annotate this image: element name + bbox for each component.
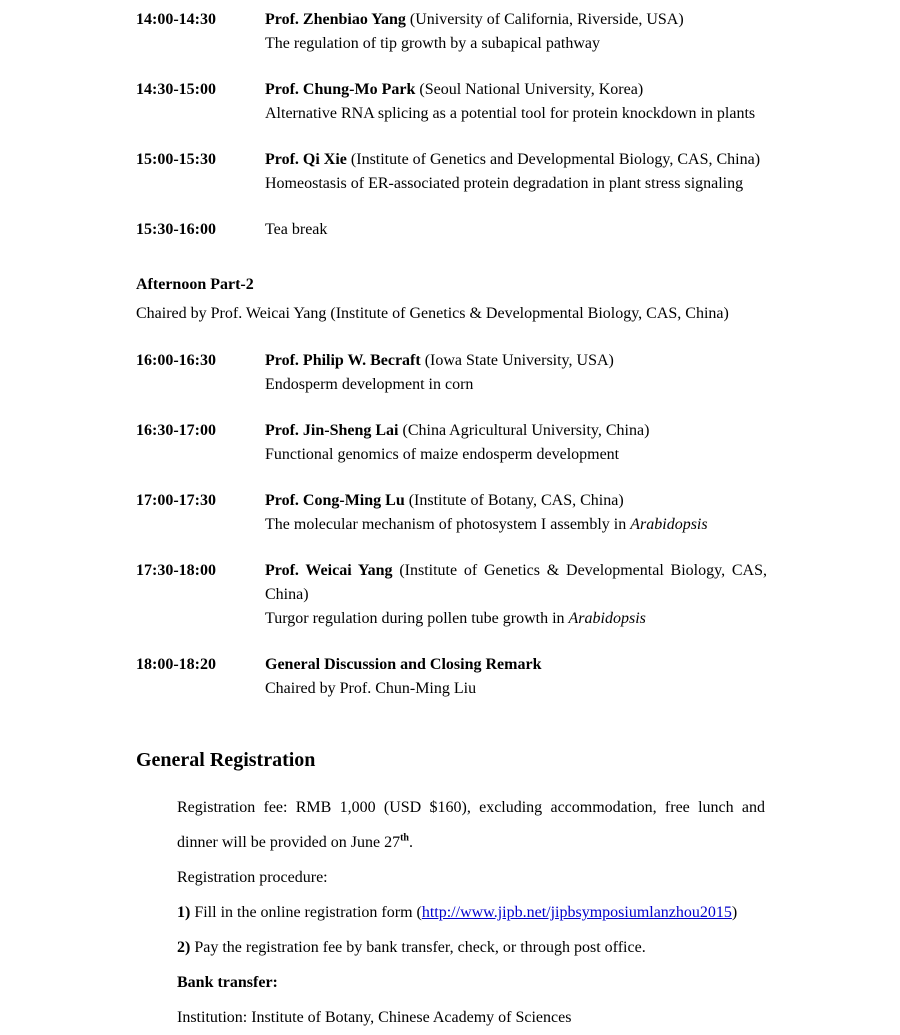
registration-body bbox=[177, 790, 765, 1035]
talk-title: Functional genomics of maize endosperm development bbox=[265, 446, 620, 463]
closing-event-title: General Discussion and Closing Remark bbox=[265, 656, 542, 673]
entry-content bbox=[265, 489, 767, 537]
entry-content bbox=[265, 78, 767, 126]
talk-title: Endosperm development in corn bbox=[265, 376, 474, 393]
time-slot: 14:00-14:30 bbox=[136, 11, 216, 28]
entry-content bbox=[265, 419, 767, 467]
bank-transfer-label: Bank transfer: bbox=[177, 974, 278, 991]
time-slot: 15:30-16:00 bbox=[136, 221, 216, 238]
talk-title-text: The molecular mechanism of photosystem I assembly in bbox=[265, 516, 627, 533]
time-slot: 16:00-16:30 bbox=[136, 352, 216, 369]
talk-title-species: Arabidopsis bbox=[568, 610, 646, 627]
step-text: Fill in the online registration form ( bbox=[194, 904, 422, 921]
speaker-name: Prof. Zhenbiao Yang bbox=[265, 11, 406, 28]
schedule-entry bbox=[136, 419, 767, 467]
schedule-entry bbox=[136, 78, 767, 126]
talk-title-text: Turgor regulation during pollen tube growth in bbox=[265, 610, 565, 627]
speaker-name: Prof. Chung-Mo Park bbox=[265, 81, 416, 98]
step-number: 1) bbox=[177, 904, 191, 921]
schedule-entry-tea-break bbox=[136, 218, 767, 242]
registration-fee-paragraph bbox=[177, 790, 765, 860]
time-slot: 17:00-17:30 bbox=[136, 492, 216, 509]
registration-step-1 bbox=[177, 895, 765, 930]
speaker-name: Prof. Philip W. Becraft bbox=[265, 352, 421, 369]
schedule-entry-closing bbox=[136, 653, 767, 701]
step-number: 2) bbox=[177, 939, 191, 956]
registration-form-link[interactable]: http://www.jipb.net/jipbsymposiumlanzhou2015 bbox=[421, 904, 732, 921]
time-slot: 15:00-15:30 bbox=[136, 151, 216, 168]
speaker-affiliation: (Institute of Genetics and Developmental Biology, CAS, China) bbox=[350, 151, 761, 168]
general-registration-heading: General Registration bbox=[136, 749, 316, 771]
speaker-affiliation: (Seoul National University, Korea) bbox=[419, 81, 644, 98]
step-text: Pay the registration fee by bank transfer, check, or through post office. bbox=[194, 939, 646, 956]
speaker-affiliation: (University of California, Riverside, USA) bbox=[409, 11, 684, 28]
speaker-name: Prof. Qi Xie bbox=[265, 151, 347, 168]
speaker-affiliation: (China Agricultural University, China) bbox=[402, 422, 650, 439]
speaker-line bbox=[265, 559, 767, 607]
schedule-entry bbox=[136, 489, 767, 537]
time-slot: 16:30-17:00 bbox=[136, 422, 216, 439]
talk-title-species: Arabidopsis bbox=[630, 516, 708, 533]
registration-fee-text: Registration fee: RMB 1,000 (USD $160), excluding accommodation, free lunch and dinner will be provided on June 27 bbox=[177, 799, 765, 851]
speaker-line bbox=[265, 419, 767, 443]
schedule-entry bbox=[136, 349, 767, 397]
talk-title: Alternative RNA splicing as a potential tool for protein knockdown in plants bbox=[265, 105, 756, 122]
section-heading-afternoon-part2: Afternoon Part-2 bbox=[136, 276, 254, 293]
entry-content bbox=[265, 8, 767, 56]
speaker-affiliation: (Institute of Genetics & Developmental Biology, CAS, China) bbox=[265, 562, 767, 603]
time-slot: 14:30-15:00 bbox=[136, 81, 216, 98]
speaker-name: Prof. Cong-Ming Lu bbox=[265, 492, 405, 509]
break-label: Tea break bbox=[265, 221, 328, 238]
speaker-line bbox=[265, 349, 767, 373]
speaker-line bbox=[265, 78, 767, 102]
time-slot: 17:30-18:00 bbox=[136, 562, 216, 579]
institution-line: Institution: Institute of Botany, Chinese Academy of Sciences bbox=[177, 1009, 572, 1026]
speaker-line bbox=[265, 489, 767, 513]
registration-procedure-label: Registration procedure: bbox=[177, 869, 328, 886]
time-slot: 18:00-18:20 bbox=[136, 656, 216, 673]
step-close-paren: ) bbox=[731, 904, 738, 921]
talk-title: Homeostasis of ER-associated protein degradation in plant stress signaling bbox=[265, 175, 744, 192]
entry-content bbox=[265, 218, 767, 242]
session-chair-line: Chaired by Prof. Weicai Yang (Institute of Genetics & Developmental Biology, CAS, China) bbox=[136, 305, 729, 322]
schedule-entry bbox=[136, 148, 767, 196]
speaker-name: Prof. Weicai Yang bbox=[265, 562, 393, 579]
talk-title: The regulation of tip growth by a subapical pathway bbox=[265, 35, 601, 52]
talk-title bbox=[265, 513, 767, 537]
speaker-affiliation: (Institute of Botany, CAS, China) bbox=[408, 492, 624, 509]
speaker-line bbox=[265, 8, 767, 32]
schedule-entry bbox=[136, 559, 767, 631]
speaker-affiliation: (Iowa State University, USA) bbox=[424, 352, 614, 369]
entry-content bbox=[265, 148, 767, 196]
entry-content bbox=[265, 653, 767, 701]
date-superscript: th bbox=[400, 832, 409, 844]
speaker-line bbox=[265, 148, 767, 172]
entry-content bbox=[265, 559, 767, 631]
registration-step-2 bbox=[177, 930, 765, 965]
schedule-entry bbox=[136, 8, 767, 56]
speaker-name: Prof. Jin-Sheng Lai bbox=[265, 422, 399, 439]
talk-title bbox=[265, 607, 767, 631]
closing-event-chair: Chaired by Prof. Chun-Ming Liu bbox=[265, 680, 477, 697]
entry-content bbox=[265, 349, 767, 397]
fee-period: . bbox=[408, 834, 413, 851]
